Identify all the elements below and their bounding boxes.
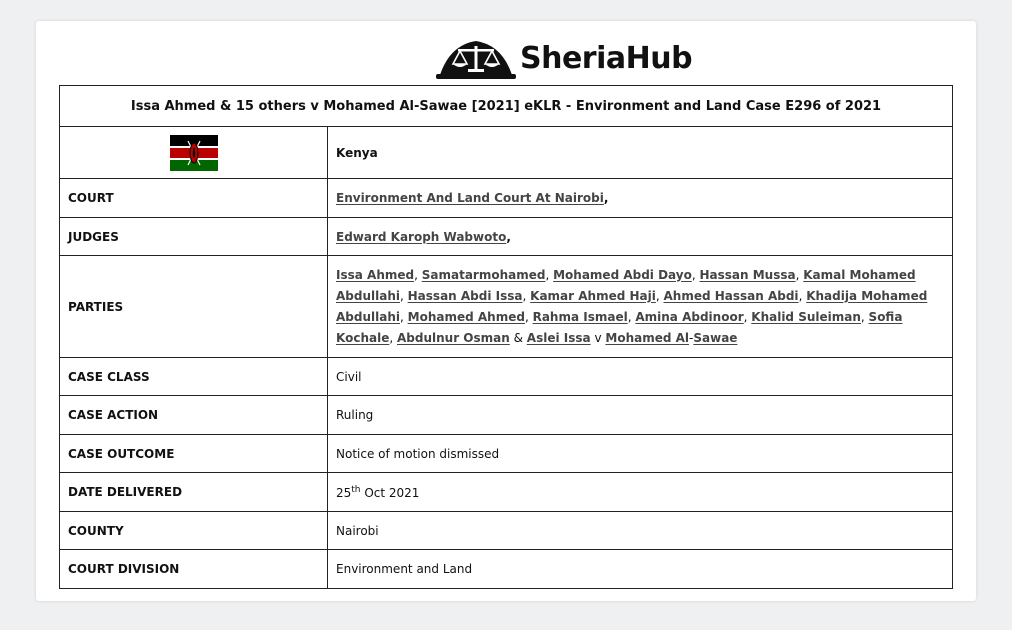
kenya-flag-icon <box>170 135 218 171</box>
parties-row <box>60 256 953 358</box>
court-row <box>60 179 953 218</box>
party-link[interactable]: Hassan Mussa <box>699 267 796 282</box>
case-class-row <box>60 358 953 396</box>
parties-ampersand: & <box>513 330 523 345</box>
case-action-label: CASE ACTION <box>60 396 328 435</box>
country-row <box>60 127 953 179</box>
date-ordinal: th <box>351 484 361 495</box>
party-link[interactable]: Abdulnur Osman <box>396 330 510 345</box>
party-link[interactable]: Amina Abdinoor <box>635 309 744 324</box>
date-delivered-value <box>328 473 953 512</box>
case-action-row <box>60 396 953 435</box>
court-label: COURT <box>60 179 328 218</box>
case-class-label: CASE CLASS <box>60 358 328 396</box>
party-link[interactable]: Kamal Mohamed Abdullahi <box>336 267 916 303</box>
document-card <box>36 21 976 601</box>
party-link[interactable]: Rahma Ismael <box>532 309 628 324</box>
judges-suffix: , <box>506 229 511 244</box>
case-action-value: Ruling <box>328 396 953 435</box>
respondent-link-first[interactable]: Mohamed Al <box>605 330 690 345</box>
case-class-value: Civil <box>328 358 953 396</box>
parties-versus: v <box>594 330 602 345</box>
party-link[interactable]: Khalid Suleiman <box>751 309 861 324</box>
case-title: Issa Ahmed & 15 others v Mohamed Al-Sawae [2021] eKLR - Environment and Land Case E296 of 2021 <box>60 86 953 127</box>
party-link[interactable]: Samatarmohamed <box>421 267 546 282</box>
county-value: Nairobi <box>328 512 953 550</box>
court-link[interactable]: Environment And Land Court At Nairobi <box>336 191 604 205</box>
county-row <box>60 512 953 550</box>
parties-list: Issa Ahmed, Samatarmohamed, Mohamed Abdi Dayo, Hassan Mussa, Kamal Mohamed Abdullahi, Hassan Abdi Issa, Kamar Ahmed Haji, Ahmed Hassan Abdi, Khadija Mohamed Abdullahi, Mohamed Ahmed, Rahma Ismael, Amina Abdinoor, Khalid Suleiman, Sofia Kochale, Abdulnur Osman & Aslei Issa v Mohamed Al-Sawae <box>328 256 953 358</box>
court-division-label: COURT DIVISION <box>60 550 328 589</box>
party-link[interactable]: Hassan Abdi Issa <box>407 288 523 303</box>
sheriahub-logo[interactable] <box>436 37 692 81</box>
case-outcome-row <box>60 435 953 473</box>
party-link[interactable]: Aslei Issa <box>526 330 591 345</box>
party-link[interactable]: Khadija Mohamed Abdullahi <box>336 288 928 324</box>
respondent-dash: - <box>689 330 694 345</box>
date-delivered-label: DATE DELIVERED <box>60 473 328 512</box>
date-day: 25 <box>336 485 352 500</box>
court-division-value: Environment and Land <box>328 550 953 589</box>
country-name: Kenya <box>328 127 953 179</box>
judges-label: JUDGES <box>60 218 328 256</box>
party-link[interactable]: Mohamed Ahmed <box>407 309 525 324</box>
party-link[interactable]: Sofia Kochale <box>336 309 903 345</box>
flag-cell <box>60 127 328 179</box>
title-row <box>60 86 953 127</box>
court-division-row <box>60 550 953 589</box>
judges-row <box>60 218 953 256</box>
case-outcome-value: Notice of motion dismissed <box>328 435 953 473</box>
date-delivered-row <box>60 473 953 512</box>
party-link[interactable]: Mohamed Abdi Dayo <box>553 267 692 282</box>
party-link[interactable]: Kamar Ahmed Haji <box>530 288 656 303</box>
parties-label: PARTIES <box>60 256 328 358</box>
county-label: COUNTY <box>60 512 328 550</box>
case-metadata-table <box>59 85 953 589</box>
brand-name: SheriaHub <box>520 41 693 76</box>
date-rest: Oct 2021 <box>360 485 420 500</box>
judge-link[interactable]: Edward Karoph Wabwoto <box>336 229 507 244</box>
party-link[interactable]: Ahmed Hassan Abdi <box>663 288 799 303</box>
party-link[interactable]: Issa Ahmed <box>336 267 415 282</box>
court-suffix: , <box>603 191 609 205</box>
respondent-link-last[interactable]: Sawae <box>693 330 738 345</box>
case-outcome-label: CASE OUTCOME <box>60 435 328 473</box>
scales-of-justice-icon <box>436 37 516 81</box>
